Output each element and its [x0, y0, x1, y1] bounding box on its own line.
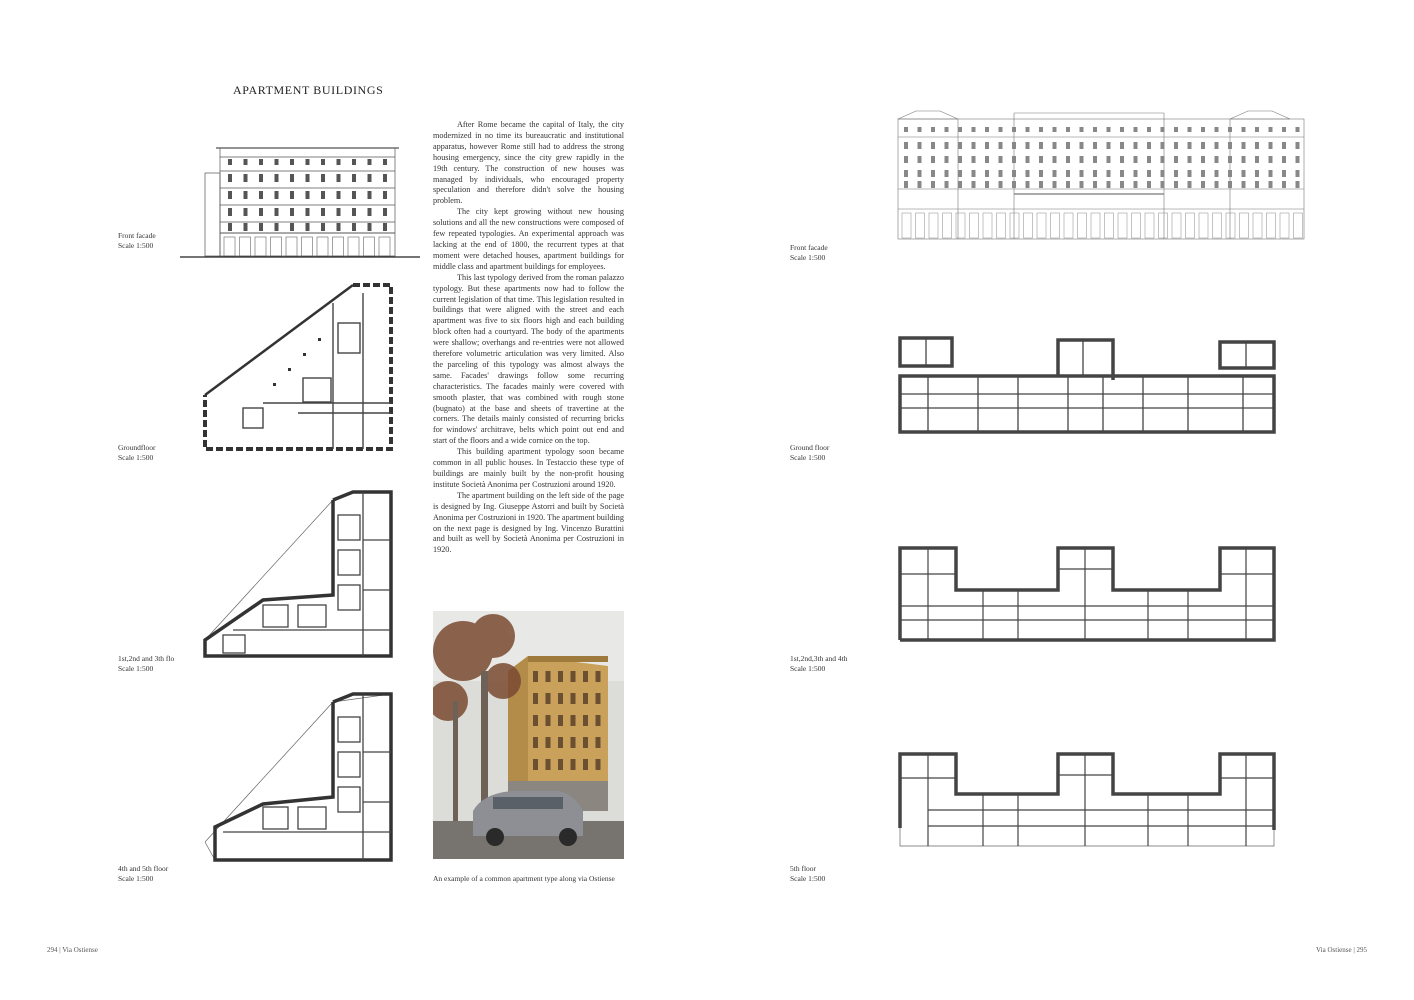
paragraph: This last typology derived from the roman palazzo typology. But these apartments now had to follow the current legislation of that time. This legislation resulted in buildings that were aligned with the street and each apartment was five to six floors high and each building block often had a courtyard. The body of the apartments were shallow; overhangs and re-entries were not allowed therefore volumetric articulation was very limited. Also the parceling of this typology was almost always the same. Facades' drawings follow some recurring characteristics. The facades mainly were covered with smooth plaster, that was combined with rough stone (bugnato) at the base and sheets of travertine at the corners. The details mainly consisted of recurring bricks for windows' architrave, belts which point out end and start of the floors and a wide cornice on the top. [433, 272, 624, 446]
right-upper-label: 1st,2nd,3th and 4th [790, 654, 848, 663]
photo-caption: An example of a common apartment type along via Ostiense [433, 874, 615, 883]
left-upper-scale: Scale 1:500 [118, 664, 154, 673]
paragraph: The city kept growing without new housing solutions and all the new constructions were composed of few repeated typologies. An experimental approach was lacking at the end of 1800, the recurrent types at that moment were detached houses, apartment buildings for middle class and apartment buildings for employees. [433, 207, 624, 271]
left-top-scale: Scale 1:500 [118, 874, 154, 883]
right-top-floor-plan [898, 750, 1278, 850]
street-photo [433, 611, 624, 859]
left-top-floor-plan [203, 692, 393, 864]
right-groundfloor-scale: Scale 1:500 [790, 453, 826, 462]
right-groundfloor-label: Ground floor [790, 443, 830, 452]
right-facade-scale: Scale 1:500 [790, 253, 826, 262]
right-top-scale: Scale 1:500 [790, 874, 826, 883]
left-facade-label: Front facade [118, 231, 156, 240]
left-groundfloor-label: Groundfloor [118, 443, 156, 452]
left-upper-floor-plan [203, 490, 393, 660]
footer-right: Via Ostiense | 295 [1316, 946, 1367, 954]
right-facade-label: Front facade [790, 243, 828, 252]
left-upper-label: 1st,2nd and 3th flo [118, 654, 175, 663]
right-front-facade-drawing [896, 109, 1308, 241]
left-top-label: 4th and 5th floor [118, 864, 169, 873]
paragraph: The apartment building on the left side of the page is designed by Ing. Giuseppe Astorri and built by Società Anonima per Costruzioni in 1920. The apartment building on the next page is designed by Ing. Vincenzo Burattini and built as well by Società Anonima per Costruzioni in 1920. [433, 490, 624, 555]
right-groundfloor-plan [898, 336, 1278, 436]
paragraph: After Rome became the capital of Italy, the city modernized in no time its bureaucratic and institutional apparatus, however Rome still had to address the strong housing emergency, since the city grew rapidly in the 19th century. The construction of new houses was managed by individuals, who encouraged property speculation and therefore didn't solve the housing problem. [433, 120, 624, 206]
page-title: APARTMENT BUILDINGS [233, 83, 384, 97]
left-groundfloor-scale: Scale 1:500 [118, 453, 154, 462]
footer-left: 294 | Via Ostiense [47, 946, 98, 954]
paragraph: This building apartment typology soon became common in all public houses. In Testaccio these type of buildings are mainly built by the non-profit housing institute Società Anonima per Costruzioni around 1920. [433, 447, 624, 489]
left-facade-scale: Scale 1:500 [118, 241, 154, 250]
right-upper-floor-plan [898, 544, 1278, 644]
right-upper-scale: Scale 1:500 [790, 664, 826, 673]
right-top-label: 5th floor [790, 864, 817, 873]
left-front-facade-drawing [180, 143, 420, 261]
body-text [433, 120, 624, 556]
left-groundfloor-plan [203, 283, 393, 453]
